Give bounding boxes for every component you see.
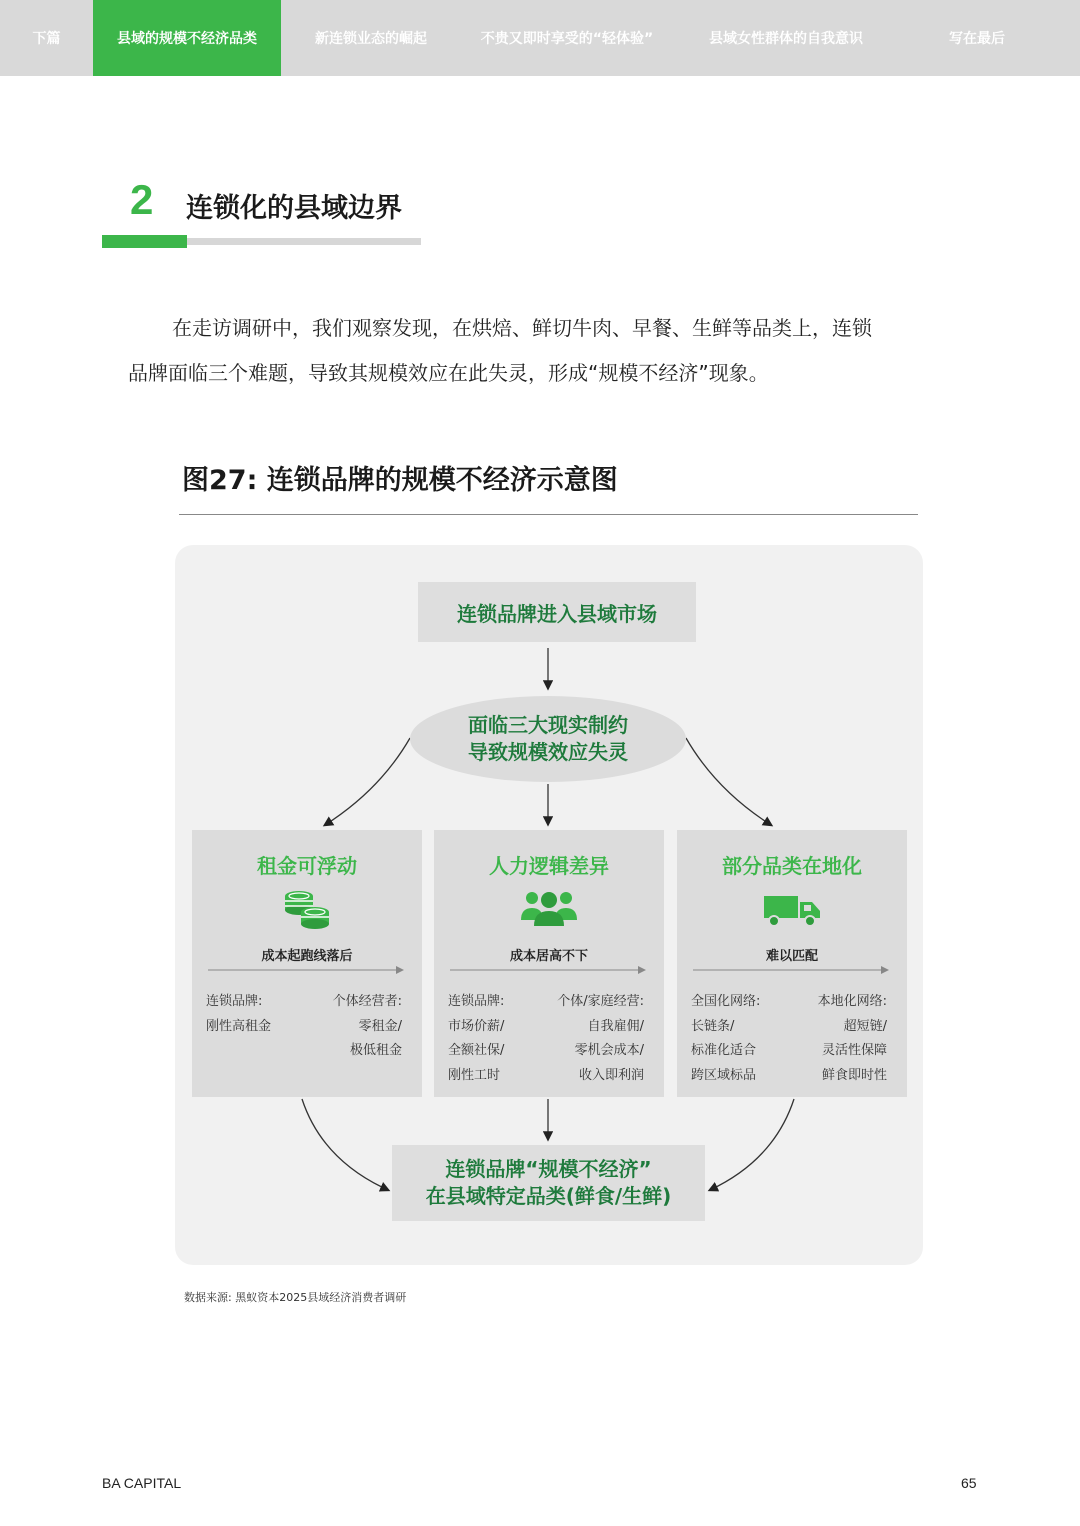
tab-new-chain[interactable]: 新连锁业态的崛起 [315, 31, 427, 47]
tab-female-awareness[interactable]: 县域女性群体的自我意识 [709, 31, 863, 47]
column-divider-arrow [693, 964, 889, 976]
ellipse-line: 导致规模效应失灵 [468, 740, 628, 764]
text-line: 个体/家庭经营: [557, 994, 644, 1009]
text-line: 超短链/ [843, 1018, 887, 1034]
column-left-text [206, 990, 271, 1039]
column-labor [434, 830, 664, 1097]
paragraph-line: 品牌面临三个难题，导致其规模效应在此失灵，形成“规模不经济”现象。 [128, 361, 769, 385]
text-line: 跨区域标品 [691, 1067, 757, 1083]
column-right-text [557, 990, 644, 1088]
tab-light-experience[interactable]: 不贵又即时享受的“轻体验” [480, 31, 654, 47]
text-line: 全额社保/ [448, 1043, 505, 1058]
text-line: 标准化适合 [691, 1043, 757, 1058]
column-localization [677, 830, 907, 1097]
text-line: 个体经营者: [332, 994, 402, 1009]
text-line: 本地化网络: [817, 994, 887, 1009]
paragraph-line: 在走访调研中，我们观察发现，在烘焙、鲜切牛肉、早餐、生鲜等品类上，连锁 [172, 316, 872, 340]
truck-icon [762, 886, 822, 930]
constraints-ellipse [410, 696, 686, 782]
text-line: 刚性高租金 [206, 1018, 272, 1034]
column-subtitle: 成本起跑线落后 [261, 949, 353, 964]
text-line: 灵活性保障 [821, 1043, 887, 1058]
text-line: 市场价薪/ [448, 1018, 505, 1034]
text-line: 连锁品牌: [448, 994, 505, 1009]
data-source-note: 数据来源: 黑蚁资本2025县域经济消费者调研 [184, 1291, 407, 1304]
column-rent [192, 830, 422, 1097]
people-icon [519, 886, 579, 930]
text-line: 自我雇佣/ [587, 1018, 644, 1034]
column-left-text [691, 990, 760, 1088]
section-title: 连锁化的县域边界 [186, 193, 402, 224]
column-title: 人力逻辑差异 [489, 854, 609, 878]
column-subtitle: 难以匹配 [765, 949, 818, 964]
column-left-text [448, 990, 504, 1088]
text-line: 零机会成本/ [574, 1043, 644, 1058]
page-number: 65 [961, 1475, 977, 1491]
column-divider-arrow [208, 964, 404, 976]
text-line: 极低租金 [349, 1043, 402, 1058]
text-line: 鲜食即时性 [821, 1067, 887, 1083]
tab-scale-diseconomy[interactable]: 县域的规模不经济品类 [93, 0, 281, 76]
text-line: 收入即利润 [578, 1067, 644, 1083]
text-line: 刚性工时 [448, 1067, 501, 1083]
column-title: 租金可浮动 [257, 854, 357, 878]
text-line: 连锁品牌: [206, 994, 263, 1009]
arrow-left-to-bottom [302, 1099, 388, 1190]
entry-box: 连锁品牌进入县域市场 [418, 582, 696, 642]
conclusion-box [392, 1145, 705, 1221]
coins-icon [277, 886, 337, 930]
section-number: 2 [130, 176, 154, 223]
text-line: 全国化网络: [691, 994, 761, 1009]
column-subtitle: 成本居高不下 [509, 949, 588, 964]
column-right-text [818, 990, 887, 1088]
column-divider-arrow [450, 964, 646, 976]
conclusion-line: 在县域特定品类(鲜食/生鲜) [425, 1184, 672, 1208]
ellipse-line: 面临三大现实制约 [468, 713, 628, 737]
text-line: 长链条/ [691, 1018, 735, 1034]
text-line: 零租金/ [358, 1018, 402, 1034]
arrow-middle-to-left [325, 738, 410, 825]
figure-title: 图27: 连锁品牌的规模不经济示意图 [182, 465, 618, 496]
footer-brand: BA CAPITAL [102, 1475, 182, 1491]
arrow-right-to-bottom [710, 1099, 794, 1190]
tab-part-two[interactable]: 下篇 [32, 31, 61, 47]
column-title: 部分品类在地化 [722, 854, 862, 878]
arrow-middle-to-right [686, 738, 771, 825]
conclusion-line: 连锁品牌“规模不经济” [445, 1157, 652, 1181]
tab-epilogue[interactable]: 写在最后 [949, 31, 1005, 47]
column-right-text [333, 990, 402, 1064]
